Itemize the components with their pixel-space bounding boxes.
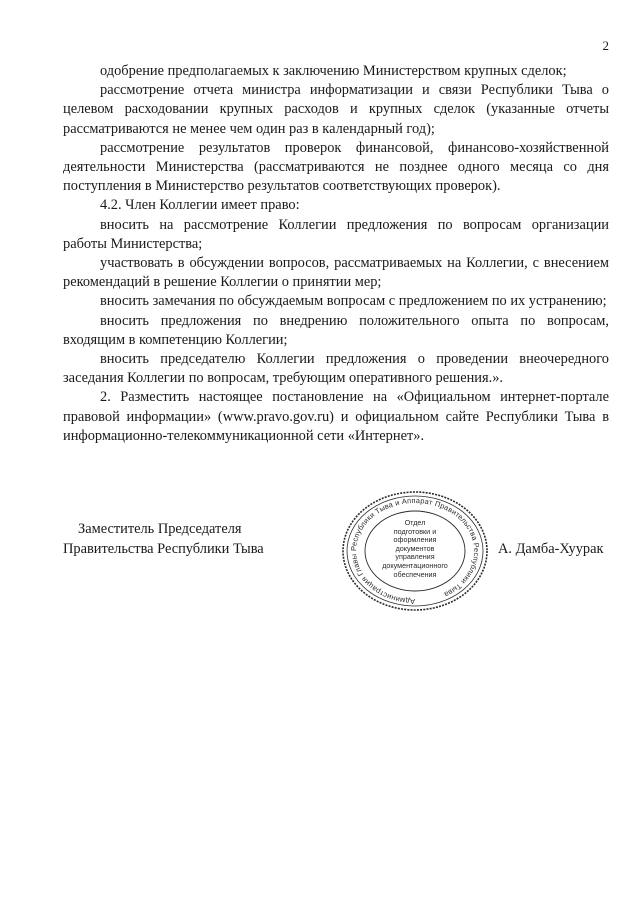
stamp-line: подготовки и: [393, 526, 437, 536]
stamp-ring-text: Администрация Главы Республики Тыва и Аппарат Правительства Республики Тыва: [348, 495, 482, 607]
signatory-title-line: Правительства Республики Тыва: [63, 541, 264, 557]
page-number: 2: [602, 38, 609, 53]
paragraph: вносить на рассмотрение Коллегии предложения по вопросам организации работы Министерства;: [63, 216, 609, 252]
paragraph: вносить предложения по внедрению положительного опыта по вопросам, входящим в компетенцию Коллегии;: [63, 312, 609, 348]
signatory-title-line: Заместитель Председателя: [78, 521, 242, 537]
stamp-line: Отдел: [404, 518, 426, 527]
paragraph: участвовать в обсуждении вопросов, рассматриваемых на Коллегии, с внесением рекомендаций в решение Коллегии о принятии мер;: [63, 255, 609, 291]
paragraph: 4.2. Член Коллегии имеет право:: [100, 197, 300, 214]
stamp-line: оформления документов: [393, 535, 437, 553]
paragraph: 2. Разместить настоящее постановление на «Официальном интернет-портале правовой информации» (www.pravo.gov.ru) и официальном сайте Республики Тыва в информационно-телекоммуникационной сети «Интернет».: [63, 389, 609, 444]
paragraph: рассмотрение отчета министра информатизации и связи Республики Тыва о целевом расходовании крупных расходов и крупных сделок (указанные отчеты рассматриваются не менее чем один раз в календарный год);: [63, 82, 609, 137]
paragraph: рассмотрение результатов проверок финансовой, финансово-хозяйственной деятельности Министерства (рассматриваются не позднее одного месяца со дня поступления в Министерство результатов соответствующих проверок).: [63, 139, 609, 195]
official-stamp: [339, 489, 491, 613]
stamp-line: документационного: [382, 560, 448, 570]
paragraph: вносить замечания по обсуждаемым вопросам с предложением по их устранению;: [100, 293, 607, 310]
signatory-name: А. Дамба-Хуурак: [498, 541, 604, 557]
document-body: [63, 62, 609, 446]
paragraph: вносить председателю Коллегии предложения о проведении внеочередного заседания Коллегии по вопросам, требующим оперативного решения.».: [63, 351, 609, 387]
stamp-line: управления: [395, 552, 435, 562]
signatory-title: [63, 519, 303, 559]
stamp-line: обеспечения: [393, 569, 437, 579]
stamp-center-text: [377, 519, 453, 579]
paragraph: одобрение предполагаемых к заключению Министерством крупных сделок;: [100, 63, 567, 79]
